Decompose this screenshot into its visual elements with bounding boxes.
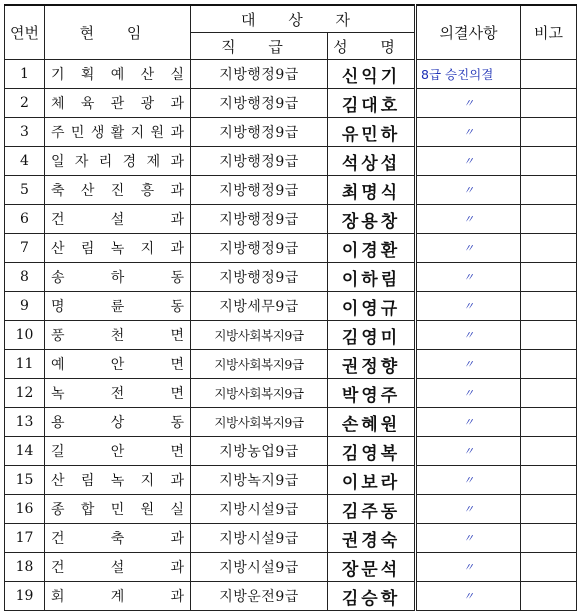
table-row [5,205,577,234]
row-department [45,379,191,408]
table-row [5,379,577,408]
row-remarks [521,60,577,89]
header-remarks: 비고 [521,5,577,60]
row-remarks [521,147,577,176]
row-grade: 지방행정9급 [191,118,328,147]
row-grade: 지방사회복지9급 [191,408,328,437]
row-department-text: 명 륜 동 [51,299,184,315]
table-row [5,176,577,205]
row-department [45,466,191,495]
row-number: 7 [5,234,45,263]
row-name: 박영주 [328,379,416,408]
row-department [45,582,191,611]
row-department [45,176,191,205]
row-department-text: 길 안 면 [51,444,184,460]
row-number: 6 [5,205,45,234]
row-department [45,118,191,147]
row-department-text: 체 육 관 광 과 [51,96,184,112]
row-department-text: 회 계 과 [51,589,184,605]
row-grade: 지방행정9급 [191,234,328,263]
row-remarks [521,118,577,147]
table-row [5,495,577,524]
row-remarks [521,524,577,553]
row-remarks [521,205,577,234]
table-row [5,466,577,495]
row-resolution: 〃 [416,263,521,292]
row-department [45,147,191,176]
row-grade: 지방사회복지9급 [191,321,328,350]
row-remarks [521,176,577,205]
table-row [5,524,577,553]
row-remarks [521,234,577,263]
row-grade: 지방행정9급 [191,147,328,176]
row-resolution: 〃 [416,437,521,466]
row-number: 2 [5,89,45,118]
row-resolution: 〃 [416,321,521,350]
row-grade: 지방세무9급 [191,292,328,321]
row-department-text: 풍 천 면 [51,328,184,344]
row-number: 10 [5,321,45,350]
table-row [5,263,577,292]
row-department [45,89,191,118]
row-number: 17 [5,524,45,553]
header-resolution: 의결사항 [416,5,521,60]
row-remarks [521,292,577,321]
table-row [5,89,577,118]
row-name: 석상섭 [328,147,416,176]
row-remarks [521,263,577,292]
row-remarks [521,350,577,379]
row-resolution: 〃 [416,205,521,234]
row-grade: 지방행정9급 [191,205,328,234]
row-department-text: 건 설 과 [51,212,184,228]
row-grade: 지방운전9급 [191,582,328,611]
row-number: 5 [5,176,45,205]
row-grade: 지방녹지9급 [191,466,328,495]
row-grade: 지방행정9급 [191,263,328,292]
row-remarks [521,89,577,118]
header-grade: 직 급 [191,33,328,60]
row-number: 12 [5,379,45,408]
table-row [5,582,577,611]
row-name: 김승학 [328,582,416,611]
table-row [5,408,577,437]
row-department-text: 녹 전 면 [51,386,184,402]
row-number: 4 [5,147,45,176]
row-name: 신익기 [328,60,416,89]
table-row [5,292,577,321]
row-name: 최명식 [328,176,416,205]
row-department [45,553,191,582]
row-department-text: 축 산 진 흥 과 [51,183,184,199]
row-name: 김주동 [328,495,416,524]
row-grade: 지방시설9급 [191,495,328,524]
table-row [5,118,577,147]
row-name: 권경숙 [328,524,416,553]
table-row [5,321,577,350]
row-resolution: 〃 [416,466,521,495]
header-dept: 현 임 [45,5,191,60]
table-row [5,234,577,263]
row-department-text: 예 안 면 [51,357,184,373]
row-resolution: 8급 승진의결 [416,60,521,89]
row-number: 8 [5,263,45,292]
row-number: 15 [5,466,45,495]
row-name: 장문석 [328,553,416,582]
row-grade: 지방사회복지9급 [191,350,328,379]
row-number: 3 [5,118,45,147]
row-resolution: 〃 [416,89,521,118]
row-name: 유민하 [328,118,416,147]
row-resolution: 〃 [416,176,521,205]
promotion-resolution-table [4,4,577,611]
row-resolution: 〃 [416,495,521,524]
row-number: 11 [5,350,45,379]
table-row [5,350,577,379]
row-resolution: 〃 [416,379,521,408]
row-resolution: 〃 [416,234,521,263]
row-number: 16 [5,495,45,524]
promotion-table-container [4,4,577,611]
table-body [5,60,577,611]
row-number: 9 [5,292,45,321]
row-name: 이경환 [328,234,416,263]
header-target: 대 상 자 [191,5,416,33]
row-department [45,524,191,553]
row-remarks [521,408,577,437]
row-grade: 지방행정9급 [191,60,328,89]
row-resolution: 〃 [416,408,521,437]
row-department [45,437,191,466]
row-department-text: 건 축 과 [51,531,184,547]
row-resolution: 〃 [416,118,521,147]
row-remarks [521,437,577,466]
header-row-top [5,5,577,33]
row-department [45,350,191,379]
row-remarks [521,379,577,408]
row-resolution: 〃 [416,553,521,582]
row-remarks [521,582,577,611]
row-remarks [521,466,577,495]
row-grade: 지방행정9급 [191,176,328,205]
table-row [5,437,577,466]
row-department-text: 기 획 예 산 실 [51,67,184,83]
row-grade: 지방농업9급 [191,437,328,466]
row-department-text: 종 합 민 원 실 [51,502,184,518]
row-department [45,495,191,524]
row-department [45,292,191,321]
row-remarks [521,321,577,350]
row-department [45,60,191,89]
header-no: 연번 [5,5,45,60]
row-remarks [521,553,577,582]
row-resolution: 〃 [416,147,521,176]
row-department [45,234,191,263]
table-row [5,553,577,582]
row-name: 이보라 [328,466,416,495]
header-name: 성 명 [328,33,416,60]
row-resolution: 〃 [416,524,521,553]
row-remarks [521,495,577,524]
row-name: 김대호 [328,89,416,118]
row-resolution: 〃 [416,350,521,379]
row-number: 19 [5,582,45,611]
row-name: 손혜원 [328,408,416,437]
row-department [45,321,191,350]
row-number: 18 [5,553,45,582]
row-name: 이하림 [328,263,416,292]
row-department-text: 산 림 녹 지 과 [51,241,184,257]
row-grade: 지방사회복지9급 [191,379,328,408]
row-department-text: 건 설 과 [51,560,184,576]
row-department-text: 송 하 동 [51,270,184,286]
row-name: 이영규 [328,292,416,321]
row-grade: 지방시설9급 [191,524,328,553]
row-resolution: 〃 [416,582,521,611]
row-department-text: 주 민 생 활 지 원 과 [51,125,184,141]
row-department-text: 산 림 녹 지 과 [51,473,184,489]
row-name: 장용창 [328,205,416,234]
row-department [45,263,191,292]
row-name: 김영미 [328,321,416,350]
table-row [5,60,577,89]
row-name: 권정향 [328,350,416,379]
row-resolution: 〃 [416,292,521,321]
row-department [45,408,191,437]
row-number: 14 [5,437,45,466]
row-department-text: 일 자 리 경 제 과 [51,154,184,170]
row-grade: 지방행정9급 [191,89,328,118]
row-department [45,205,191,234]
row-department-text: 용 상 동 [51,415,184,431]
row-number: 13 [5,408,45,437]
row-number: 1 [5,60,45,89]
row-grade: 지방시설9급 [191,553,328,582]
row-name: 김영복 [328,437,416,466]
table-row [5,147,577,176]
